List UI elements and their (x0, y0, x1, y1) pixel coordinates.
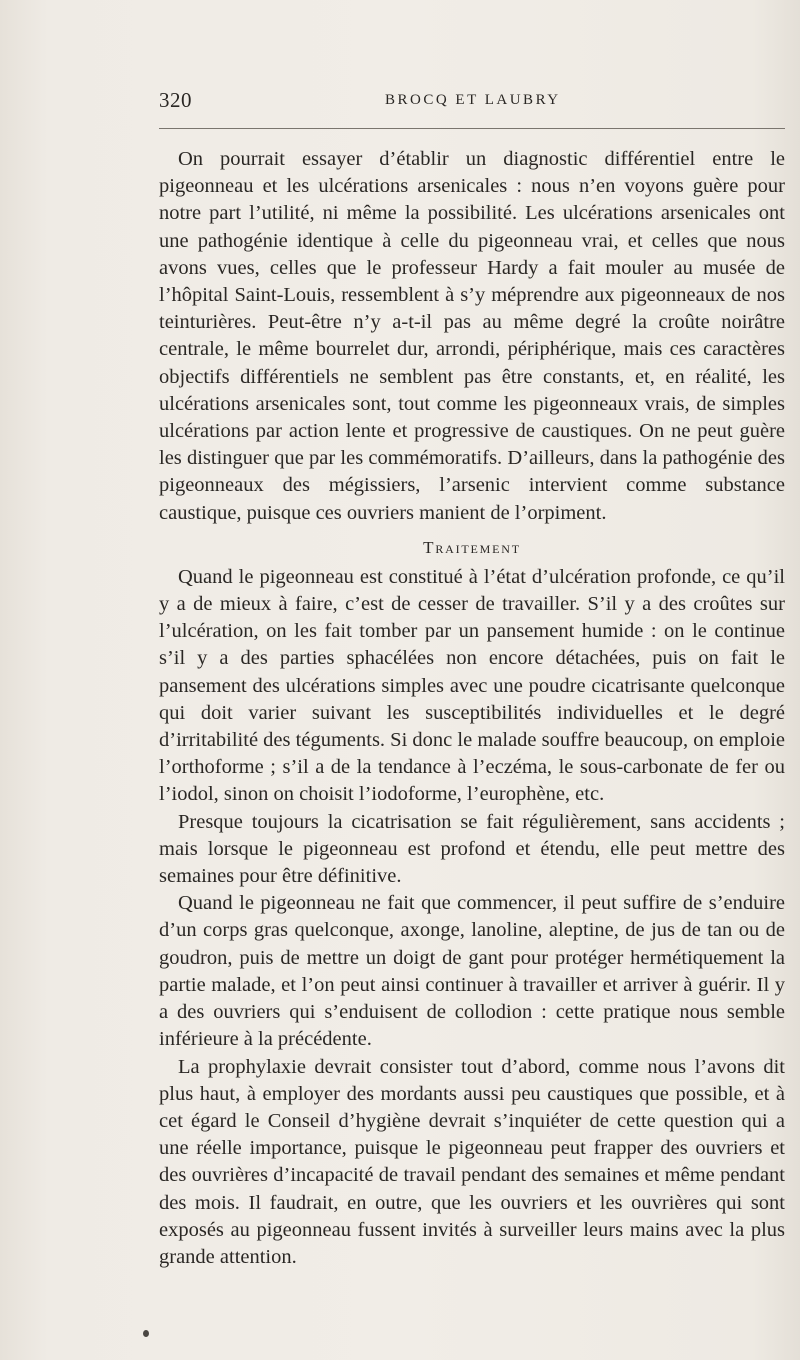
paragraph-cicatrisation: Presque toujours la cicatrisation se fait régulièrement, sans accidents ; mais lorsque le pigeonneau est profond et étendu, elle peut mettre des semaines pour être définitive. (159, 810, 785, 888)
section-heading: Traitement (423, 537, 521, 557)
ink-speck (143, 1330, 149, 1337)
page-number: 320 (159, 88, 192, 112)
paragraph-differential-diagnosis: On pourrait essayer d’établir un diagnostic différentiel entre le pigeonneau et les ulcérations arsenicales : nous n’en voyons guère pour notre part l’utilité, ni même la possibilité. Les ulcérations arsenicales ont une pathogénie identique à celle du pigeonneau vrai, et celles que nous avons vues, celles que le professeur Hardy a fait mouler au musée de l’hôpital Saint-Louis, ressemblent à s’y méprendre aux pigeonneaux de nos teinturières. Peut-être n’y a-t-il pas au même degré la croûte noirâtre centrale, le même bourrelet dur, arrondi, périphérique, mais ces caractères objectifs différentiels ne semblent pas être constants, et, en réalité, les ulcérations arsenicales sont, tout comme les pigeonneaux vrais, de simples ulcérations par action lente et progressive de caustiques. On ne peut guère les distinguer que par les commémoratifs. D’ailleurs, dans la pathogénie des pigeonneaux des mégissiers, l’arsenic intervient comme substance caustique, puisque ces ouvriers manient de l’orpiment. (159, 148, 785, 524)
paragraph-treatment: Quand le pigeonneau est constitué à l’état d’ulcération profonde, ce qu’il y a de mieux à faire, c’est de cesser de travailler. S’il y a des croûtes sur l’ulcération, on les fait tomber par un pansement humide : on le continue s’il y a des parties sphacélées non encore détachées, puis on fait le pansement des ulcérations simples avec une poudre cicatrisante quelconque qui doit varier suivant les susceptibilités individuelles et le degré d’irritabilité des téguments. Si donc le malade souffre beaucoup, on emploie l’orthoforme ; s’il a de la tendance à l’eczéma, le sous-carbonate de fer ou l’iodol, sinon on choisit l’iodoforme, l’europhène, etc. (159, 565, 785, 806)
body-text (159, 146, 785, 1271)
page-header (159, 88, 785, 116)
paragraph-prophylaxis: La prophylaxie devrait consister tout d’abord, comme nous l’avons dit plus haut, à employer des mordants aussi peu caustiques que possible, et à cet égard le Conseil d’hygiène devrait s’inquiéter de cette question qui a une réelle importance, puisque le pigeonneau peut frapper des ouvriers et des ouvrières d’incapacité de travail pendant des semaines et même pendant des mois. Il faudrait, en outre, que les ouvriers et les ouvrières qui sont exposés au pigeonneau fussent invités à surveiller leurs mains avec la plus grande attention. (159, 1055, 785, 1268)
paragraph-early-stage: Quand le pigeonneau ne fait que commencer, il peut suffire de s’enduire d’un corps gras quelconque, axonge, lanoline, aleptine, de jus de tan ou de goudron, puis de mettre un doigt de gant pour protéger hermétiquement la partie malade, et l’on peut ainsi continuer à travailler et arriver à guérir. Il y a des ouvriers qui s’enduisent de collodion : cette pratique nous semble inférieure à la précédente. (159, 892, 785, 1051)
running-head: BROCQ ET LAUBRY (385, 92, 561, 108)
header-rule (159, 128, 785, 129)
